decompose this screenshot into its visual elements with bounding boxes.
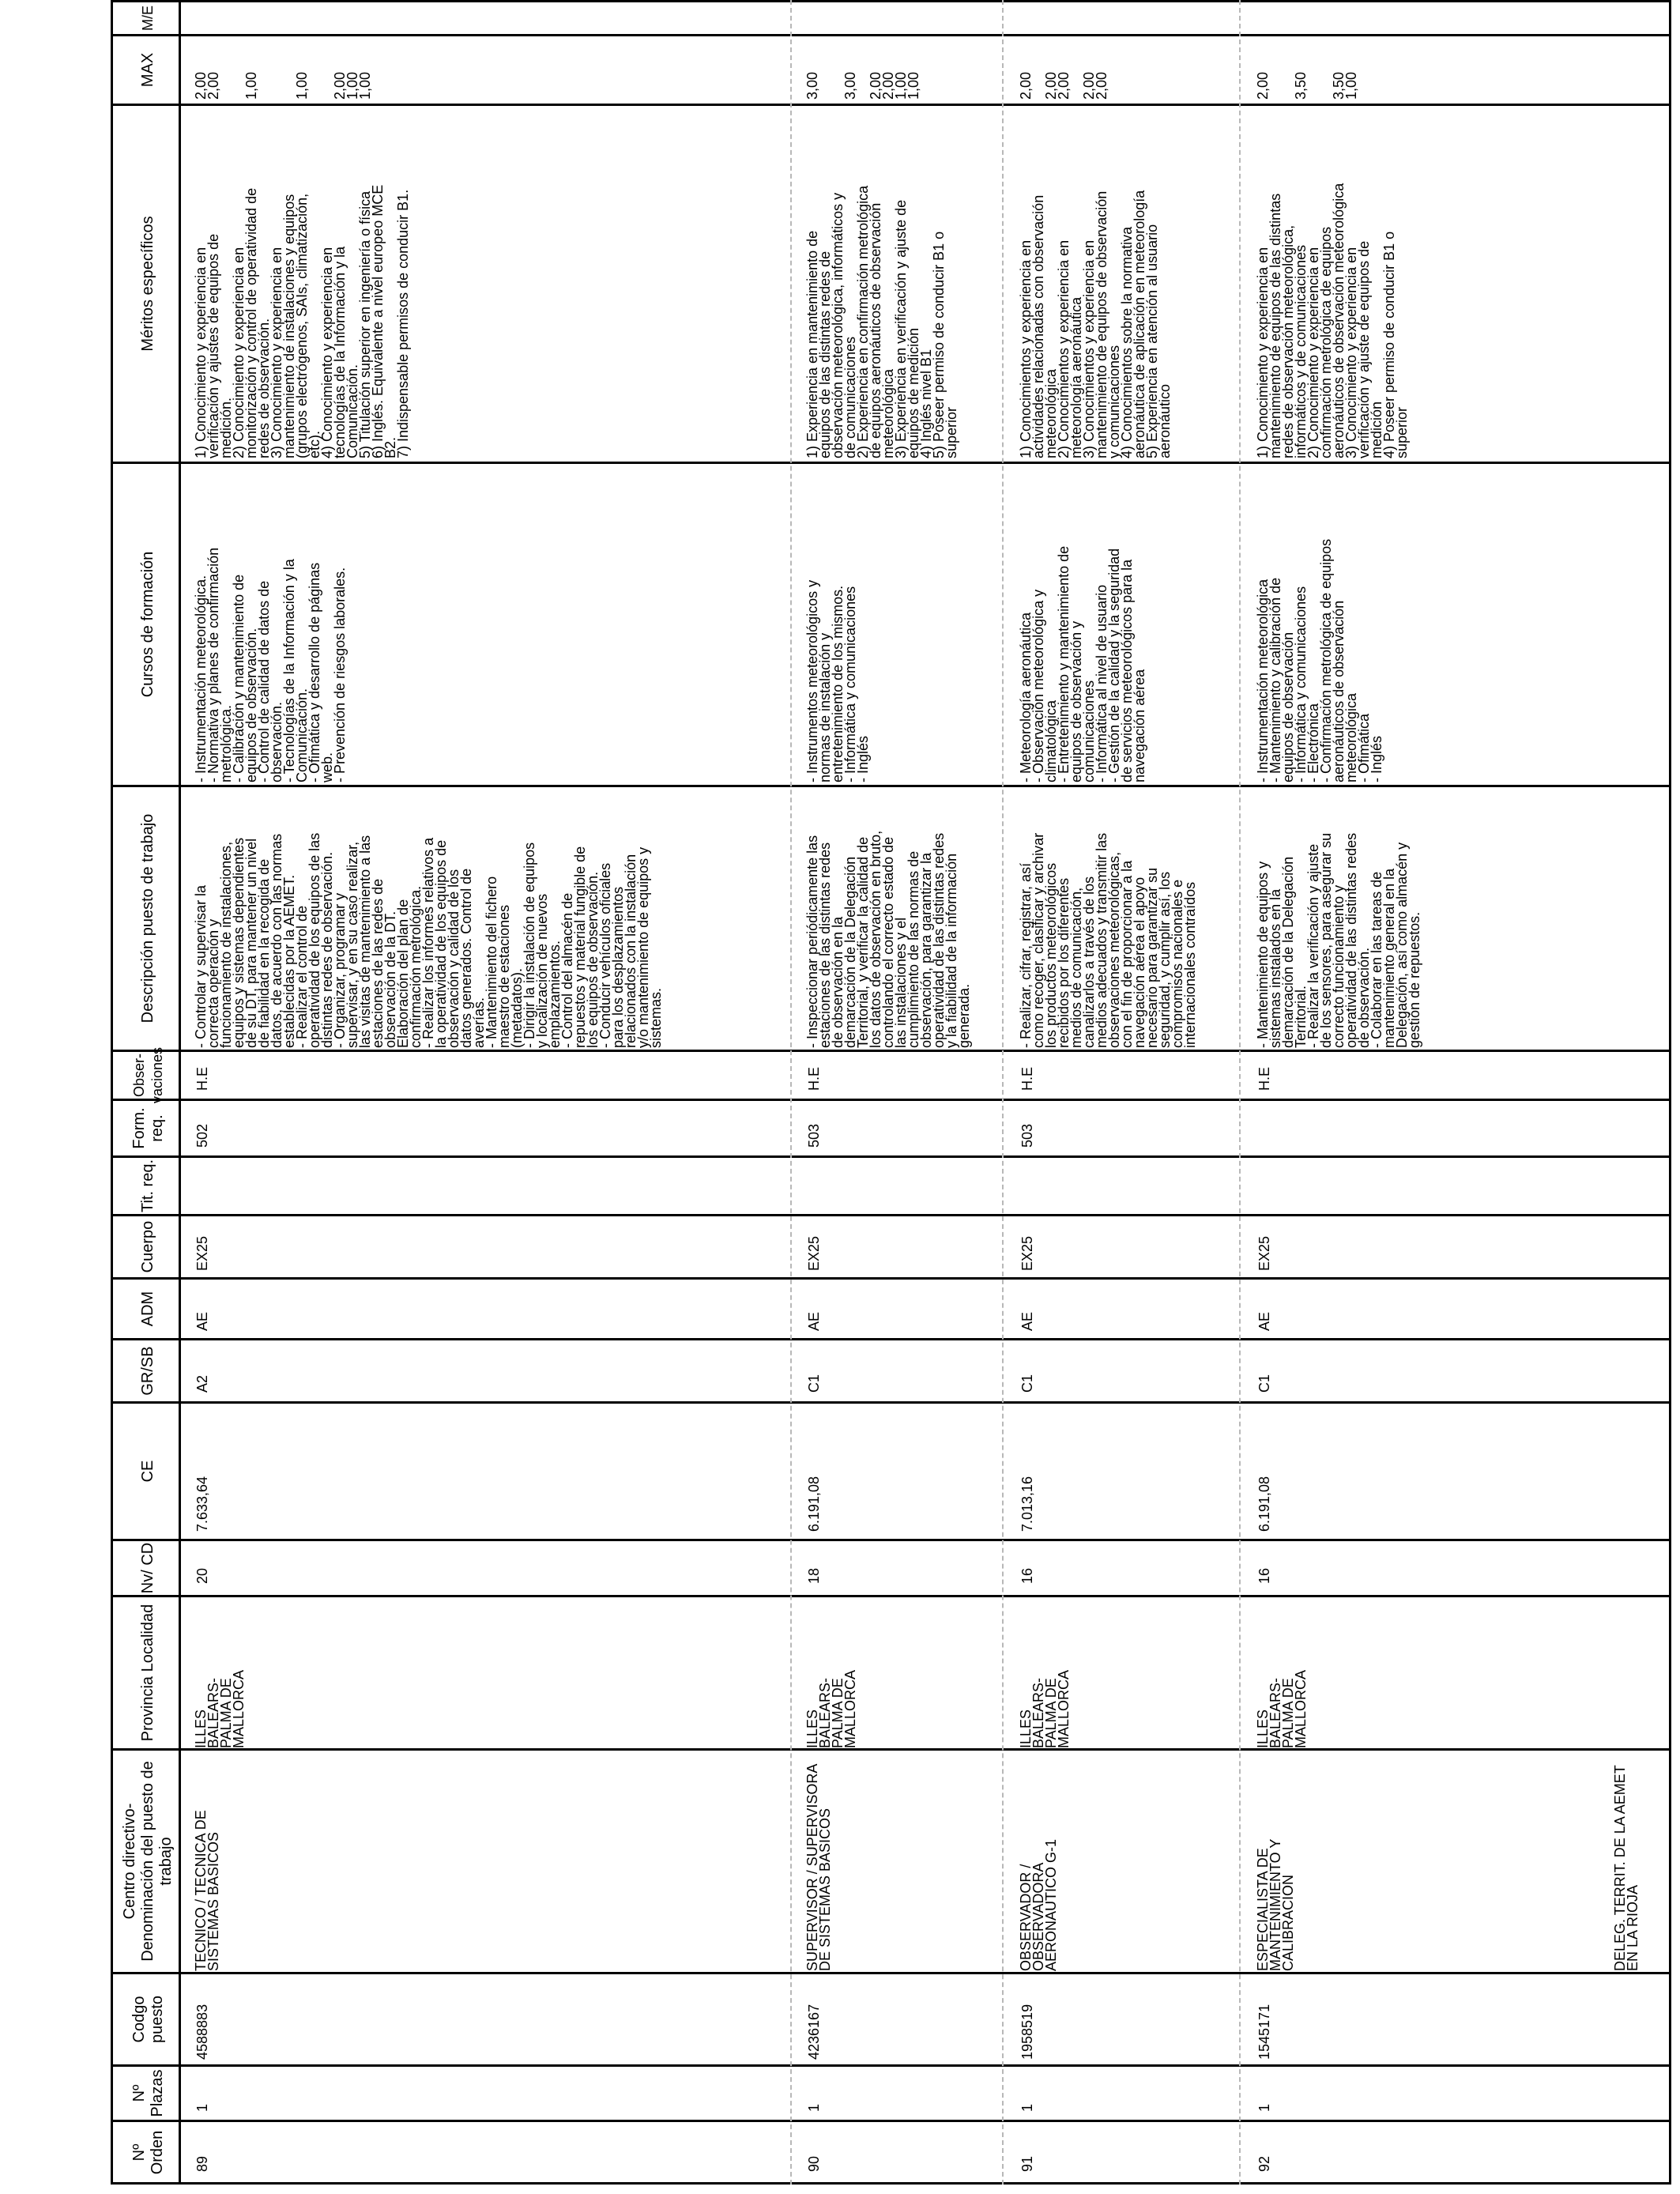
header-adm: ADM — [139, 1291, 156, 1327]
table-top-border — [111, 0, 113, 2185]
header-cursos: Cursos de formación — [139, 551, 156, 698]
cell-form: 503 — [1019, 1123, 1035, 1148]
cell-cuerpo: EX25 — [1019, 1235, 1035, 1271]
header-grsb: GR/SB — [139, 1346, 156, 1396]
cell-cursos: - Instrumentación meteorológica - Mantenimiento y calibración de equipos de observación - Informática y comunicaciones - Electrónica - Confirmación metrológica de equipos aeronáuticos de observación meteorológica - Ofimática - Inglés — [1255, 538, 1384, 782]
column-divider — [111, 104, 1671, 106]
cell-meritos: 1) Conocimiento y experiencia en mantenimiento de equipos de las distintas redes de observación meteorológica, informáticos y de comunicaciones 2) Conocimiento y experiencia en confirmación metrológica de equipos aeronáuticos de observación meteorológica 3) Conocimiento y experiencia en verificación y ajuste de equipos de medición 4) Poseer permiso de conducir B1 o superior — [1255, 183, 1410, 458]
column-divider — [111, 1972, 1671, 1974]
column-divider — [111, 2064, 1671, 2067]
column-divider — [111, 2120, 1671, 2122]
column-divider — [111, 1595, 1671, 1597]
column-divider — [111, 1539, 1671, 1541]
cell-ce: 7.633,64 — [194, 1476, 210, 1532]
column-divider — [111, 1099, 1671, 1101]
cell-orden: 89 — [194, 2155, 210, 2172]
header-provincia: Provincia Localidad — [139, 1604, 156, 1742]
column-divider — [111, 462, 1671, 464]
column-divider — [111, 1748, 1671, 1751]
cell-nivel: 16 — [1256, 1567, 1272, 1584]
cell-codigo: 1545171 — [1256, 2004, 1272, 2060]
cell-provincia: ILLES BALEARS- PALMA DE MALLORCA — [804, 1669, 858, 1748]
cell-meritos: 1) Experiencia en mantenimiento de equipos de las distintas redes de observación meteorológica, informáticos y de comunicaciones 2) Experiencia en confirmación metrológica de equipos aeronáuticos de observación meteorológica 3) Experiencia en verificación y ajuste de equipos de medición 4) Inglés nivel B1 5) Poseer permiso de conducir B1 o superior — [804, 185, 959, 458]
cell-codigo: 4588883 — [194, 2004, 210, 2060]
cell-centro: SUPERVISOR / SUPERVISORA DE SISTEMAS BASICOS — [804, 1763, 833, 1971]
cell-cuerpo: EX25 — [194, 1235, 210, 1271]
cell-codigo: 4236167 — [806, 2004, 822, 2060]
cell-grsb: C1 — [1019, 1374, 1035, 1393]
cell-codigo: 1958519 — [1019, 2004, 1035, 2060]
cell-plazas: 1 — [1256, 2103, 1272, 2112]
cell-max: 2,00 2,00 1,00 1,00 2,00 1,00 1,00 — [193, 71, 373, 100]
cell-nivel: 20 — [194, 1567, 210, 1584]
header-observaciones: Obser- vaciones — [130, 1046, 165, 1104]
cell-meritos: 1) Conocimientos y experiencia en actividades relacionadas con observación meteorológica 2) Conocimientos y experiencia en meteorología aeronáutica 3) Conocimientos y experiencia en mantenimiento de equipos de observación y comunicaciones 4) Conocimientos sobre la normativa aeronáutica de aplicación en meteorología 5) Experiencia en atención al usuario aeronáutico — [1018, 190, 1173, 458]
header-cuerpo: Cuerpo — [139, 1220, 156, 1273]
column-divider — [111, 1050, 1671, 1052]
cell-adm: AE — [806, 1311, 822, 1331]
cell-ce: 6.191,08 — [806, 1476, 822, 1532]
column-divider — [111, 1214, 1671, 1216]
cell-nivel: 18 — [806, 1567, 822, 1584]
row-divider — [1002, 0, 1004, 2185]
cell-max: 2,00 3,50 3,50 1,00 — [1255, 71, 1359, 100]
cell-cursos: - Instrumentos meteorológicos y normas de instalación y entretenimiento de los mismos. - Informática y comunicaciones - Inglés — [804, 579, 871, 782]
cell-nivel: 16 — [1019, 1567, 1035, 1584]
cell-adm: AE — [194, 1311, 210, 1331]
cell-grsb: C1 — [1256, 1374, 1272, 1393]
header-meritos: Méritos específicos — [139, 216, 156, 352]
cell-plazas: 1 — [1019, 2103, 1035, 2112]
cell-descripcion: - Controlar y supervisar la correcta operación y funcionamiento de instalaciones, equipos y sistemas dependientes de su DT, para mantener un nivel de fiabilidad en la recogida de datos, de acuerdo con las normas establecidas por la AEMET. - Realizar el control de operatividad de los equipos de las distintas redes de observación. - Organizar, programar y supervisar, y en su caso realizar, las visitas de mantenimiento a las estaciones de las redes de observación de la DT. Elaboración del plan de confirmación metrológica. - Realizar los informes relativos a la operatividad de los equipos de observación y calidad de los datos generados. Control de averías. - Mantenimiento del fichero maestro de estaciones (metadatos). - Dirigir la instalación de equipos y localización de nuevos emplazamientos. - Control del almacén de repuestos y material fungible de los equipos de observación. - Conducir vehículos oficiales para los desplazamientos relacionados con la instalación y/o mantenimiento de equipos y sistemas. — [193, 832, 664, 1048]
header-form: Form. req. — [130, 1107, 166, 1149]
cell-ce: 6.191,08 — [1256, 1476, 1272, 1532]
column-divider — [111, 1155, 1671, 1158]
cell-orden: 92 — [1256, 2155, 1272, 2172]
cell-cursos: - Meteorología aeronáutica - Observación meteorológica y climatológica - Entretenimiento y mantenimiento de equipos de observación y comunicaciones - Informática al nivel de usuario - Gestión de la calidad y la seguridad de servicios meteorológicos para la navegación aérea — [1018, 545, 1147, 782]
cell-centro: OBSERVADOR / OBSERVADORA AERONAUTICO G-1 — [1018, 1838, 1059, 1971]
cell-cursos: - Instrumentación meteorológica. - Normativa y planes de confirmación metrológica. - Calibración y mantenimiento de equipos de observación. - Control de calidad de datos de observación. - Tecnologías de la Información y la Comunicación. - Ofimática y desarrollo de páginas web. - Prevención de riesgos laborales. — [193, 547, 348, 782]
cell-descripcion: - Mantenimiento de equipos y sistemas instalados en la demarcación de la Delegación Territorial. - Realizar la verificación y ajuste de los sensores, para asegurar su correcto funcionamiento y operatividad de las distintas redes de observación. - Colaborar en las tareas de mantenimiento general en la Delegación, así como almacén y gestión de repuestos. — [1255, 832, 1422, 1048]
cell-max: 2,00 2,00 2,00 2,00 2,00 — [1018, 71, 1109, 100]
header-codigo: Codgo puesto — [130, 1995, 166, 2044]
cell-orden: 90 — [806, 2155, 822, 2172]
cell-obs: H.E — [1019, 1066, 1035, 1091]
row-divider — [790, 0, 792, 2185]
header-centro: Centro directivo- Denominación del puesto de trabajo — [121, 1761, 175, 1962]
cell-centro: ESPECIALISTA DE MANTENIMIENTO Y CALIBRACION — [1255, 1838, 1296, 1971]
cell-grsb: C1 — [806, 1374, 822, 1393]
cell-orden: 91 — [1019, 2155, 1035, 2172]
column-divider — [111, 1401, 1671, 1404]
header-plazas: Nº Plazas — [130, 2069, 166, 2117]
cell-plazas: 1 — [806, 2103, 822, 2112]
cell-plazas: 1 — [194, 2103, 210, 2112]
cell-form: 503 — [806, 1123, 822, 1148]
cell-grsb: A2 — [194, 1374, 210, 1393]
header-me: M/E — [140, 6, 156, 32]
cell-adm: AE — [1256, 1311, 1272, 1331]
cell-obs: H.E — [806, 1066, 822, 1091]
table-right-border — [111, 0, 1671, 2]
column-divider — [111, 785, 1671, 787]
section-title: DELEG. TERRIT. DE LA AEMET EN LA RIOJA — [1612, 1765, 1640, 1971]
table-left-border — [111, 2182, 1671, 2185]
header-max: MAX — [139, 52, 156, 88]
header-descripcion: Descripción puesto de trabajo — [139, 813, 156, 1023]
cell-meritos: 1) Conocimiento y experiencia en verificación y ajustes de equipos de medición. 2) Conocimiento y experiencia en monitorización y control de operatividad de redes de observación. 3) Conocimiento y experiencia en mantenimiento de instalaciones y equipos (grupos electrógenos, SAIs, climatización, etc). 4) Conocimiento y experiencia en tecnologías de la Información y la Comunicación. 5) Titulación superior en ingeniería o física 6) Inglés. Equivalente a nivel europeo MCE B2. 7) Indispensable permisos de conducir B1. — [193, 184, 411, 458]
cell-provincia: ILLES BALEARS- PALMA DE MALLORCA — [1018, 1669, 1072, 1748]
cell-descripcion: - Realizar, cifrar, registrar, así como recoger, clasificar y archivar los productos meteorológicos recibidos por los diferentes medios de comunicación, canalizarlos a través de los medios adecuados y transmitir las observaciones meteorológicas, con el fin de proporcionar a la navegación aérea el apoyo necesario para garantizar su seguridad, y cumplir así, los compromisos nacionales e internacionales contraídos — [1018, 832, 1198, 1048]
cell-centro: TECNICO / TECNICA DE SISTEMAS BASICOS — [193, 1810, 221, 1971]
header-ce: CE — [139, 1460, 156, 1483]
header-tit: Tit. req. — [139, 1159, 156, 1213]
cell-form: 502 — [194, 1123, 210, 1148]
cell-descripcion: - Inspeccionar periódicamente las estaciones de las distintas redes de observación en la demarcación de la Delegación Territorial, y verificar la calidad de los datos de observación en bruto, controlando el correcto estado de las instalaciones y el cumplimiento de las normas de observación, para garantizar la operatividad de las distintas redes y la fiabilidad de la información generada. — [804, 830, 972, 1048]
header-nivel: Nv/ CD — [139, 1542, 156, 1594]
cell-cuerpo: EX25 — [1256, 1235, 1272, 1271]
cell-max: 3,00 3,00 2,00 2,00 1,00 1,00 — [804, 71, 921, 100]
header-orden: Nº Orden — [130, 2130, 166, 2175]
column-divider — [111, 1338, 1671, 1340]
cell-cuerpo: EX25 — [806, 1235, 822, 1271]
cell-provincia: ILLES BALEARS- PALMA DE MALLORCA — [1255, 1669, 1309, 1748]
header-bottom-border — [179, 0, 181, 2185]
cell-adm: AE — [1019, 1311, 1035, 1331]
table-bottom-border — [1669, 0, 1671, 2185]
cell-obs: H.E — [1256, 1066, 1272, 1091]
column-divider — [111, 34, 1671, 36]
cell-obs: H.E — [194, 1066, 210, 1091]
cell-provincia: ILLES BALEARS- PALMA DE MALLORCA — [193, 1669, 247, 1748]
cell-ce: 7.013,16 — [1019, 1476, 1035, 1532]
row-divider — [1239, 0, 1241, 2185]
column-divider — [111, 1277, 1671, 1280]
